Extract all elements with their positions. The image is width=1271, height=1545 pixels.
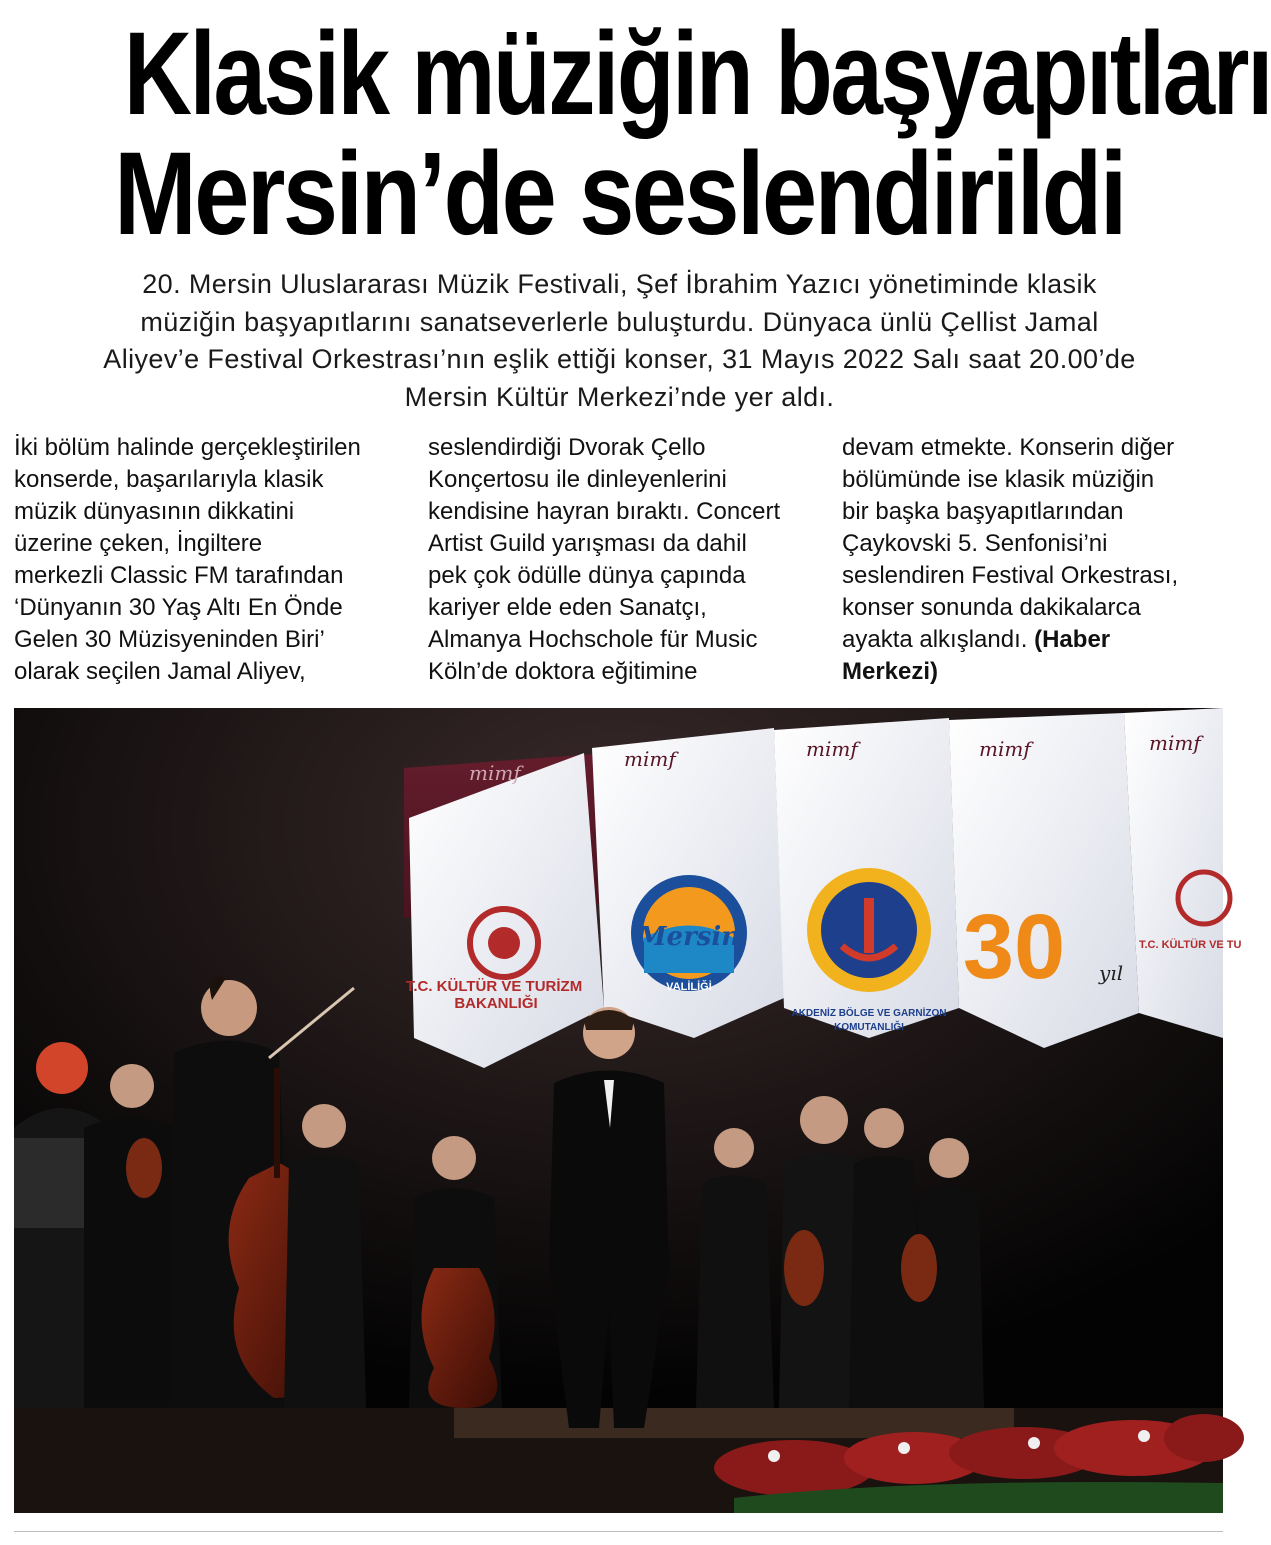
banner-text: 30 [962, 896, 1066, 998]
body-line: kendisine hayran bıraktı. Concert [428, 498, 781, 525]
banner-text: T.C. KÜLTÜR VE TURİZM [405, 978, 583, 995]
bottom-rule [14, 1531, 1223, 1532]
body-line: konser sonunda dakikalarca [842, 594, 1141, 621]
body-line: ‘Dünyanın 30 Yaş Altı En Önde [14, 594, 343, 621]
body-line: bölümünde ise klasik müziğin [842, 466, 1155, 493]
body-line: Konçertosu ile dinleyenlerini [428, 466, 727, 493]
body-line: konserde, başarılarıyla klasik [14, 466, 324, 493]
headline-line-2: Mersin’de seslendirildi [114, 128, 1125, 260]
banner-komutanlik [774, 718, 959, 1038]
body-line: İki bölüm halinde gerçekleştirilen [14, 434, 361, 461]
banner-text: VALİLİĞİ [666, 981, 712, 993]
body-column-2 [428, 432, 823, 688]
lead-line: Mersin Kültür Merkezi’nde yer aldı. [404, 381, 835, 412]
credit-text-2: Merkezi) [842, 658, 939, 685]
body-line: Gelen 30 Müzisyeninden Biri’ [14, 626, 325, 653]
body-line: olarak seçilen Jamal Aliyev, [14, 658, 306, 685]
headline-line-1: Klasik müziğin başyapıtları [123, 8, 1271, 140]
body-line: Çaykovski 5. Senfonisi’ni [842, 530, 1108, 557]
body-line: müzik dünyasının dikkatini [14, 498, 295, 525]
body-line: devam etmekte. Konserin diğer [842, 434, 1175, 461]
banner-30-yil [949, 713, 1139, 1048]
body-line: seslendiren Festival Orkestrası, [842, 562, 1179, 589]
body-line: Artist Guild yarışması da dahil [428, 530, 747, 557]
lead-line: Aliyev’e Festival Orkestrası’nın eşlik ettiği konser, 31 Mayıs 2022 Salı saat 20.00’de [103, 344, 1136, 374]
body-text: ayakta alkışlandı. [842, 626, 1028, 653]
lead-paragraph [10, 266, 1229, 416]
credit-text: (Haber [1034, 626, 1111, 653]
banner-text: T.C. KÜLTÜR VE TU [1139, 939, 1242, 951]
banner-text: AKDENİZ BÖLGE VE GARNİZON [791, 1008, 947, 1019]
body-line: Almanya Hochschole für Music [428, 626, 758, 653]
concert-photo-illustration [14, 708, 1242, 1513]
banner-logo: mimf [624, 747, 676, 771]
banner-text: KOMUTANLIĞI [834, 1022, 904, 1033]
banner-logo: mimf [469, 761, 521, 785]
body-column-1 [14, 432, 409, 688]
banner-text: Mersin [637, 922, 741, 952]
lead-line: 20. Mersin Uluslararası Müzik Festivali, Şef İbrahim Yazıcı yönetiminde klasik [142, 269, 1097, 299]
body-line: merkezli Classic FM tarafından [14, 562, 344, 589]
body-line: üzerine çeken, İngiltere [14, 530, 263, 557]
banner-ministry-right [1124, 708, 1242, 1038]
concert-photo [14, 708, 1242, 1513]
banner-logo: mimf [979, 737, 1031, 761]
banner-logo: mimf [1149, 731, 1201, 755]
banner-text: yıl [1099, 961, 1124, 985]
body-line: seslendirdiği Dvorak Çello [428, 434, 706, 461]
body-line: pek çok ödülle dünya çapında [428, 562, 746, 589]
body-line: bir başka başyapıtlarından [842, 498, 1124, 525]
banner-logo: mimf [806, 737, 858, 761]
banner-mersin-valiligi [592, 728, 784, 1038]
body-line: kariyer elde eden Sanatçı, [428, 594, 707, 621]
lead-line: müziğin başyapıtlarını sanatseverlerle buluşturdu. Dünyaca ünlü Çellist Jamal [140, 306, 1099, 337]
body-line-last [842, 624, 1237, 656]
body-column-3 [842, 432, 1237, 688]
body-line: Köln’de doktora eğitimine [428, 658, 698, 685]
banner-text: BAKANLIĞI [454, 995, 538, 1012]
